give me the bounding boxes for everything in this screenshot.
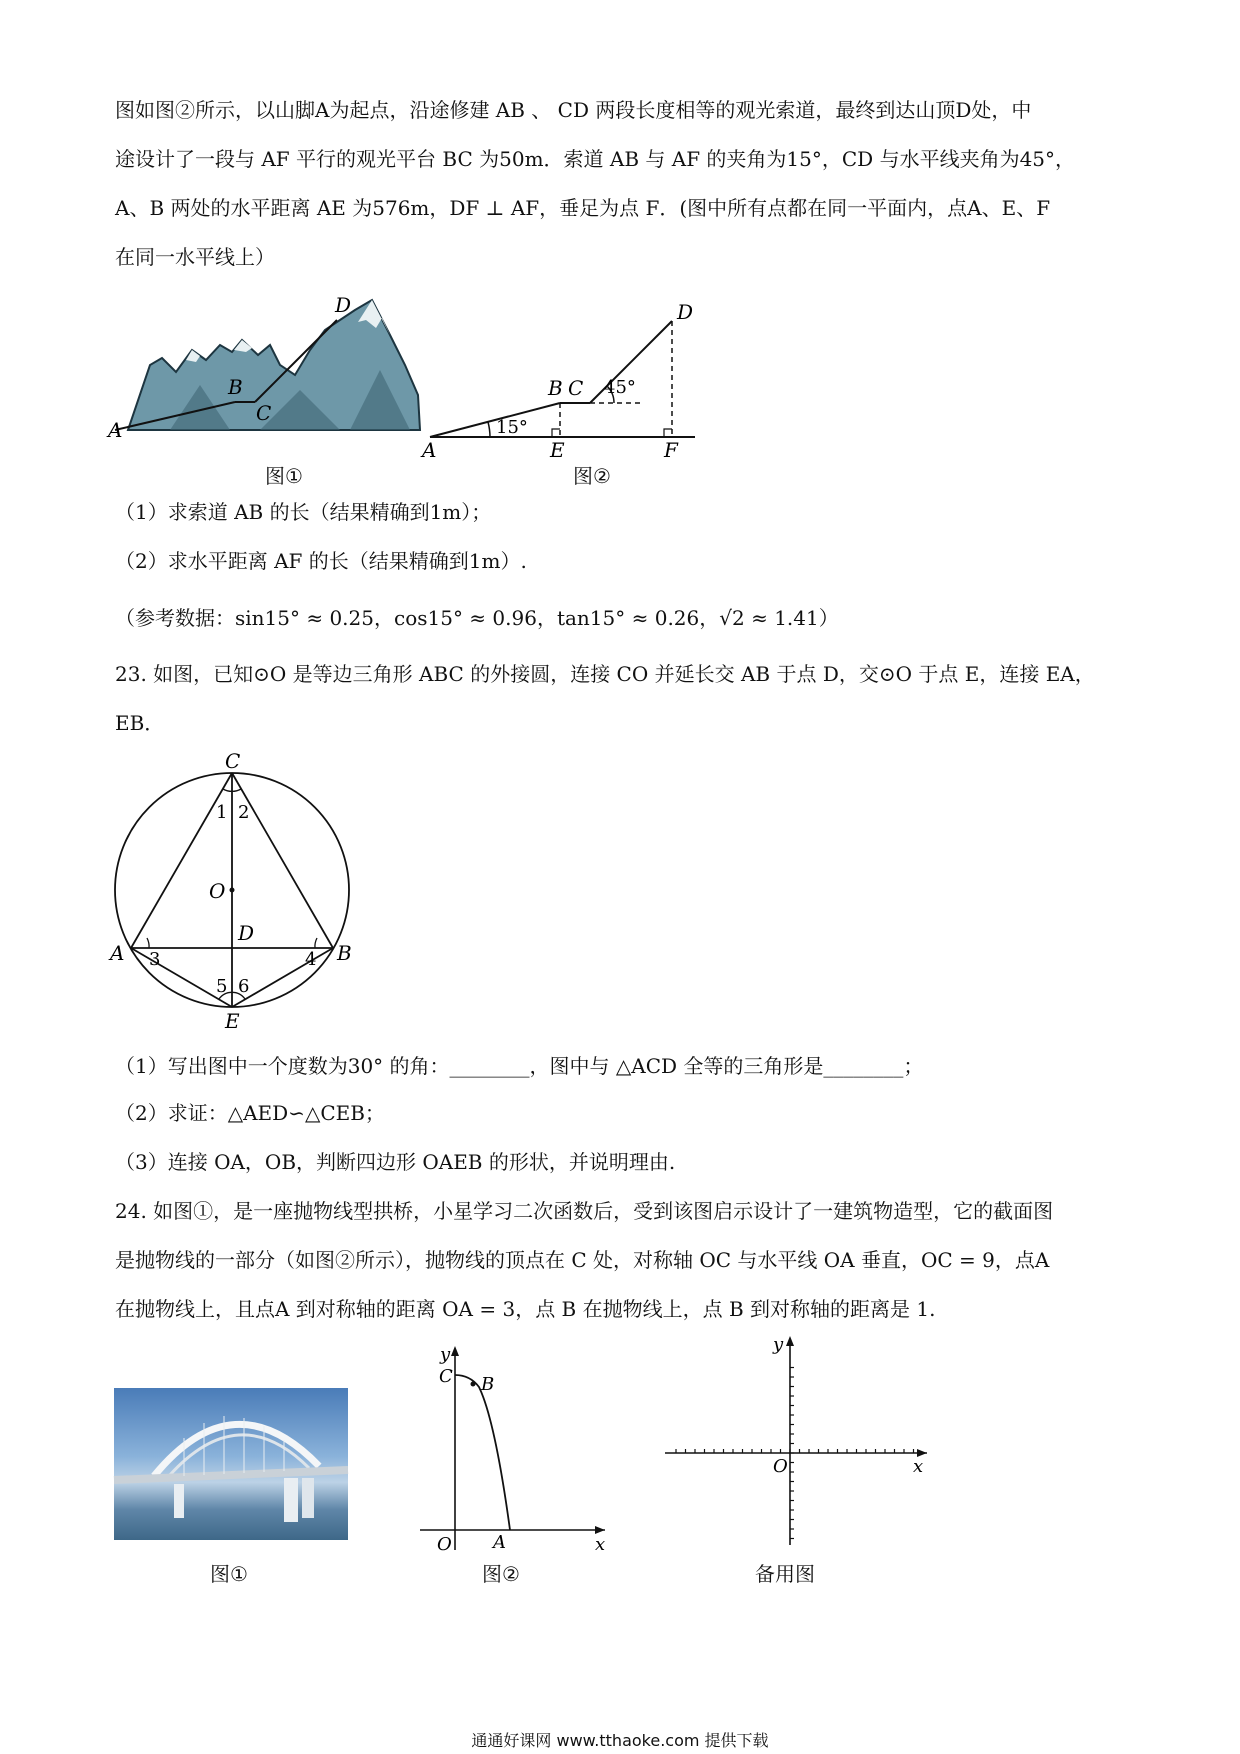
- label-e: E: [550, 438, 565, 462]
- bridge-illustration: [114, 1388, 348, 1540]
- q24-figure-2-parabola: [415, 1340, 610, 1555]
- y-axis-arrow: [786, 1336, 794, 1346]
- q22-line-3: A、B 两处的水平距离 AE 为576m，DF ⊥ AF，垂足为点 F．(图中所有点都在同一平面内，点A、E、F: [115, 196, 1051, 220]
- q24-fig2-caption: 图②: [482, 1562, 520, 1586]
- label-d: D: [238, 921, 255, 945]
- label-a: A: [422, 438, 437, 462]
- angle-label-4: 4: [305, 949, 317, 970]
- bridge-photo: [114, 1388, 348, 1540]
- q23-figure-circle: [105, 748, 375, 1038]
- q23-sub-1: （1）写出图中一个度数为30° 的角：________，图中与 △ACD 全等的三角形是________；: [115, 1054, 924, 1078]
- angle-arc-b: [315, 938, 317, 948]
- q23-line-1: 23. 如图，已知⊙O 是等边三角形 ABC 的外接圆，连接 CO 并延长交 AB 于点 D，交⊙O 于点 E，连接 EA，: [115, 662, 1095, 686]
- q23-sub-2: （2）求证：△AED∽△CEB；: [115, 1101, 385, 1125]
- label-o: O: [773, 1456, 788, 1477]
- label-f: F: [664, 438, 678, 462]
- angle-label-6: 6: [238, 976, 250, 997]
- label-d: D: [677, 300, 694, 324]
- label-x: x: [913, 1456, 924, 1477]
- right-angle-e: [552, 429, 560, 437]
- parabola-curve: [455, 1375, 510, 1530]
- q22-line-2: 途设计了一段与 AF 平行的观光平台 BC 为50m．索道 AB 与 AF 的夹角为15°，CD 与水平线夹角为45°，: [115, 147, 1076, 171]
- point-b: [471, 1382, 476, 1387]
- bridge-arch: [154, 1424, 319, 1476]
- label-d: D: [335, 293, 352, 317]
- q23-sub-3: （3）连接 OA，OB，判断四边形 OAEB 的形状，并说明理由.: [115, 1150, 676, 1174]
- label-a: A: [108, 418, 123, 442]
- label-c: C: [256, 401, 272, 425]
- q24-figure-3-backup-axes: [655, 1330, 935, 1560]
- label-e: E: [225, 1009, 240, 1033]
- label-o: O: [437, 1534, 452, 1555]
- angle-label-2: 2: [238, 802, 250, 823]
- label-b: B: [228, 375, 243, 399]
- angle-arc-a: [147, 938, 149, 948]
- label-angle-45: 45°: [604, 377, 636, 398]
- q24-fig1-caption: 图①: [210, 1562, 248, 1586]
- q23-line-2: EB．: [115, 711, 165, 735]
- q22-fig2-caption: 图②: [573, 464, 611, 488]
- q22-figure-2-diagram: [420, 295, 710, 465]
- right-angle-f: [664, 429, 672, 437]
- label-angle-15: 15°: [496, 417, 528, 438]
- q24-line-1: 24. 如图①，是一座抛物线型拱桥，小星学习二次函数后，受到该图启示设计了一建筑物造型，它的截面图: [115, 1199, 1054, 1223]
- label-c: C: [439, 1366, 453, 1387]
- label-b: B: [548, 376, 563, 400]
- angle-label-1: 1: [216, 802, 228, 823]
- angle-label-5: 5: [216, 976, 228, 997]
- angle-label-3: 3: [149, 949, 161, 970]
- bridge-pier: [302, 1478, 314, 1518]
- label-o: O: [209, 879, 226, 903]
- segment-ab: [430, 403, 560, 437]
- angle-arc-15: [488, 422, 490, 437]
- q22-figure-1-mountains: [110, 290, 430, 440]
- x-axis-arrow: [595, 1526, 605, 1534]
- q24-line-3: 在抛物线上，且点A 到对称轴的距离 OA = 3，点 B 在抛物线上，点 B 到对称轴的距离是 1.: [115, 1297, 936, 1321]
- center-point: [230, 888, 235, 893]
- q22-fig1-caption: 图①: [265, 464, 303, 488]
- q22-sub-2: （2）求水平距离 AF 的长（结果精确到1m）.: [115, 549, 527, 573]
- bridge-pier: [174, 1484, 184, 1518]
- q22-line-4: 在同一水平线上）: [115, 245, 275, 269]
- label-x: x: [595, 1534, 606, 1555]
- label-a: A: [493, 1532, 506, 1553]
- label-b: B: [337, 941, 352, 965]
- label-y: y: [773, 1334, 784, 1355]
- label-c: C: [568, 376, 584, 400]
- q22-sub-1: （1）求索道 AB 的长（结果精确到1m）；: [115, 500, 492, 524]
- q22-reference-data: （参考数据：sin15° ≈ 0.25，cos15° ≈ 0.96，tan15° ≈ 0.26，√2 ≈ 1.41）: [115, 606, 839, 630]
- q22-line-1: 图如图②所示，以山脚A为起点，沿途修建 AB 、 CD 两段长度相等的观光索道，最终到达山顶D处，中: [115, 98, 1032, 122]
- q24-fig3-caption: 备用图: [755, 1562, 815, 1586]
- footer-source: 通通好课网 www.tthaoke.com 提供下载: [471, 1731, 769, 1750]
- segment-ac: [131, 773, 232, 948]
- label-y: y: [440, 1344, 451, 1365]
- label-b: B: [481, 1374, 495, 1395]
- label-a: A: [110, 941, 125, 965]
- bridge-pier: [284, 1478, 298, 1522]
- y-axis-arrow: [451, 1346, 459, 1356]
- q24-line-2: 是抛物线的一部分（如图②所示），抛物线的顶点在 C 处，对称轴 OC 与水平线 OA 垂直，OC = 9，点A: [115, 1248, 1050, 1272]
- label-c: C: [225, 749, 241, 773]
